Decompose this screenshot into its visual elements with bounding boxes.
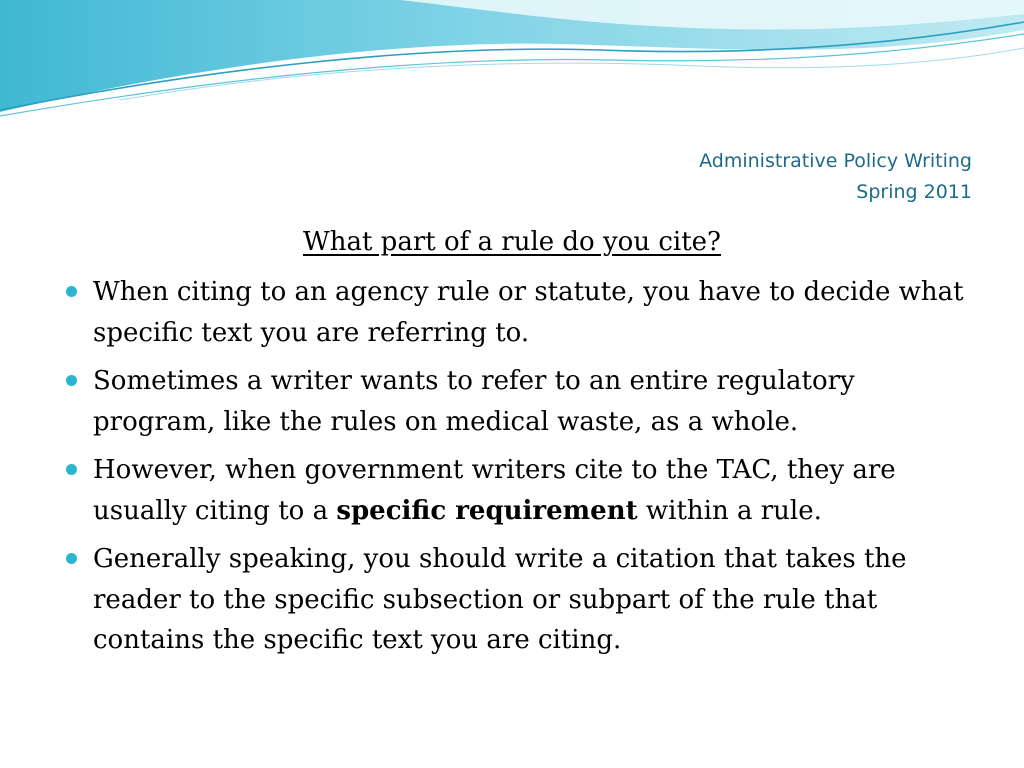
bullet-text: [93, 450, 964, 531]
bullet-text: Sometimes a writer wants to refer to an entire regulatory program, like the rules on medical waste, as a whole.: [93, 366, 855, 437]
bullet-list: [64, 272, 964, 669]
bullet-text: Generally speaking, you should write a citation that takes the reader to the specific subsection or subpart of the rule that contains the specific text you are citing.: [93, 544, 907, 655]
title-line-course: Administrative Policy Writing: [699, 150, 972, 172]
title-line-term: Spring 2011: [856, 181, 972, 203]
bullet-item: [64, 272, 964, 353]
slide-subtitle: [0, 222, 1024, 262]
bullet-item: [64, 361, 964, 442]
bullet-dot-icon: [66, 553, 77, 564]
bullet-dot-icon: [66, 464, 77, 475]
slide-title: [699, 146, 972, 208]
bullet-text-before: However, when government writers cite to the TAC, they are usually citing to a: [93, 455, 896, 526]
bullet-dot-icon: [66, 286, 77, 297]
bullet-text: When citing to an agency rule or statute, you have to decide what specific text you are referring to.: [93, 277, 964, 348]
wave-header-decoration: [0, 0, 1024, 130]
subtitle-text: What part of a rule do you cite?: [303, 227, 721, 257]
bullet-item: [64, 450, 964, 531]
bullet-text-after: within a rule.: [637, 495, 822, 526]
bullet-dot-icon: [66, 375, 77, 386]
bullet-text-bold: specific requirement: [336, 495, 638, 526]
bullet-item: [64, 539, 964, 661]
